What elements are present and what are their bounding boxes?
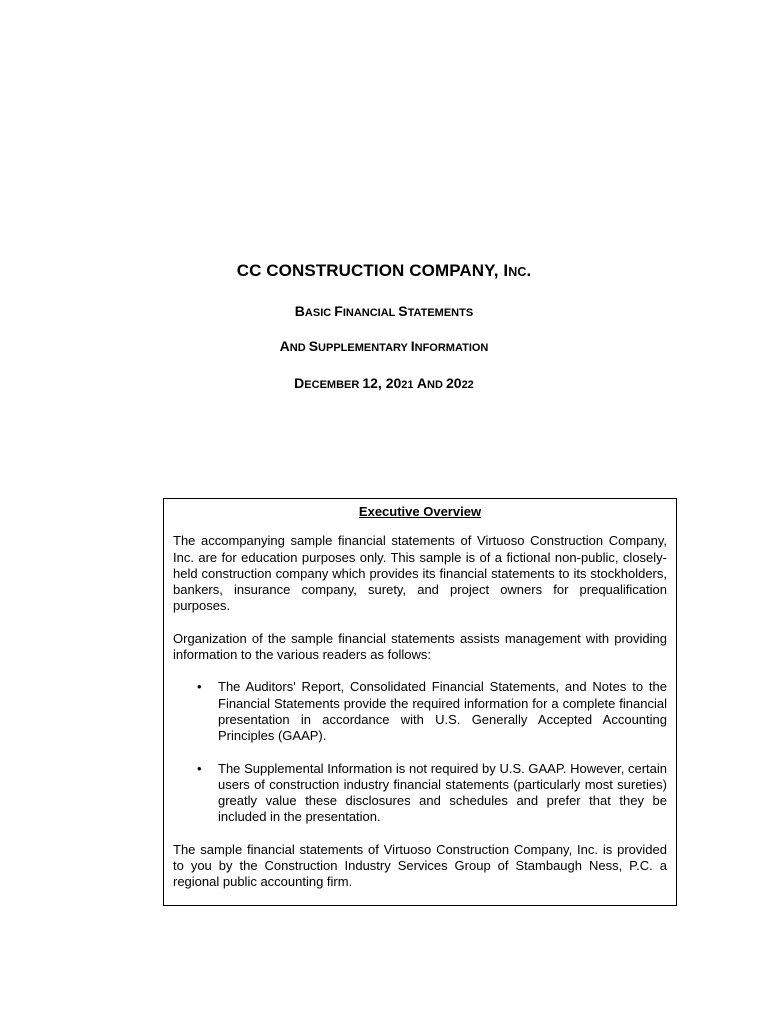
overview-paragraph-purpose: The accompanying sample financial statements of Virtuoso Construction Company, Inc. are for education purposes only. This sample is of a fictional non-public, closely-held construction company which provides its financial statements to its stockholders, bankers, insurance company, surety, and project owners for prequalification purposes.	[173, 533, 667, 614]
subtitle-basic-financial-statements-1: ASIC	[304, 307, 335, 319]
bullet-icon: •	[197, 679, 202, 695]
subtitle-date-1: ECEMBER	[304, 379, 363, 391]
list-item	[173, 761, 667, 826]
list-item	[173, 679, 667, 744]
company-name-period: .	[526, 261, 532, 280]
subtitle-supplementary-information-3: UPPLEMENTARY	[318, 342, 411, 354]
subtitle-basic-financial-statements-2: F	[334, 303, 343, 319]
subtitle-basic-financial-statements	[0, 303, 768, 319]
subtitle-date-0: D	[294, 375, 305, 391]
subtitle-date-4: A	[413, 375, 428, 391]
subtitle-basic-financial-statements-4: S	[398, 303, 408, 319]
subtitle-date	[0, 375, 768, 391]
subtitle-date-7: 22	[461, 379, 474, 391]
overview-paragraph-organization: Organization of the sample financial statements assists management with providing information to the various readers as follows:	[173, 630, 667, 663]
subtitle-date-6: 20	[445, 375, 462, 391]
subtitle-date-2: 12, 20	[362, 375, 402, 391]
subtitle-supplementary-information-4: I	[410, 338, 415, 354]
subtitle-basic-financial-statements-0: B	[294, 303, 305, 319]
company-name-suffix: NC	[508, 265, 527, 279]
subtitle-supplementary-information-5: NFORMATION	[414, 342, 489, 354]
overview-paragraph-provider: The sample financial statements of Virtuoso Construction Company, Inc. is provided to you by the Construction Industry Services Group of Stambaugh Ness, P.C. a regional public accounting firm.	[173, 841, 667, 890]
bullet-icon: •	[197, 760, 202, 776]
subtitle-date-5: ND	[427, 379, 446, 391]
subtitle-basic-financial-statements-5: TATEMENTS	[407, 307, 474, 319]
subtitle-supplementary-information-0: A	[279, 338, 290, 354]
executive-overview-box	[163, 498, 677, 906]
executive-overview-heading: Executive Overview	[358, 504, 482, 519]
bullet-text: The Supplemental Information is not required by U.S. GAAP. However, certain users of construction industry financial statements (particularly most sureties) greatly value these disclosures and schedules and prefer that they be included in the presentation.	[218, 760, 667, 825]
subtitle-basic-financial-statements-3: INANCIAL	[342, 307, 399, 319]
company-name-main: CC CONSTRUCTION COMPANY, I	[236, 261, 509, 280]
subtitle-date-3: 21	[401, 379, 414, 391]
company-name	[0, 261, 768, 281]
subtitle-supplementary-information-1: ND	[289, 342, 309, 354]
subtitle-supplementary-information-2: S	[308, 338, 319, 354]
overview-bullet-list	[173, 679, 667, 825]
bullet-text: The Auditors' Report, Consolidated Financial Statements, and Notes to the Financial Statements provide the required information for a complete financial presentation in accordance with U.S. Generally Accepted Accounting Principles (GAAP).	[218, 679, 667, 744]
subtitle-supplementary-information	[0, 338, 768, 354]
